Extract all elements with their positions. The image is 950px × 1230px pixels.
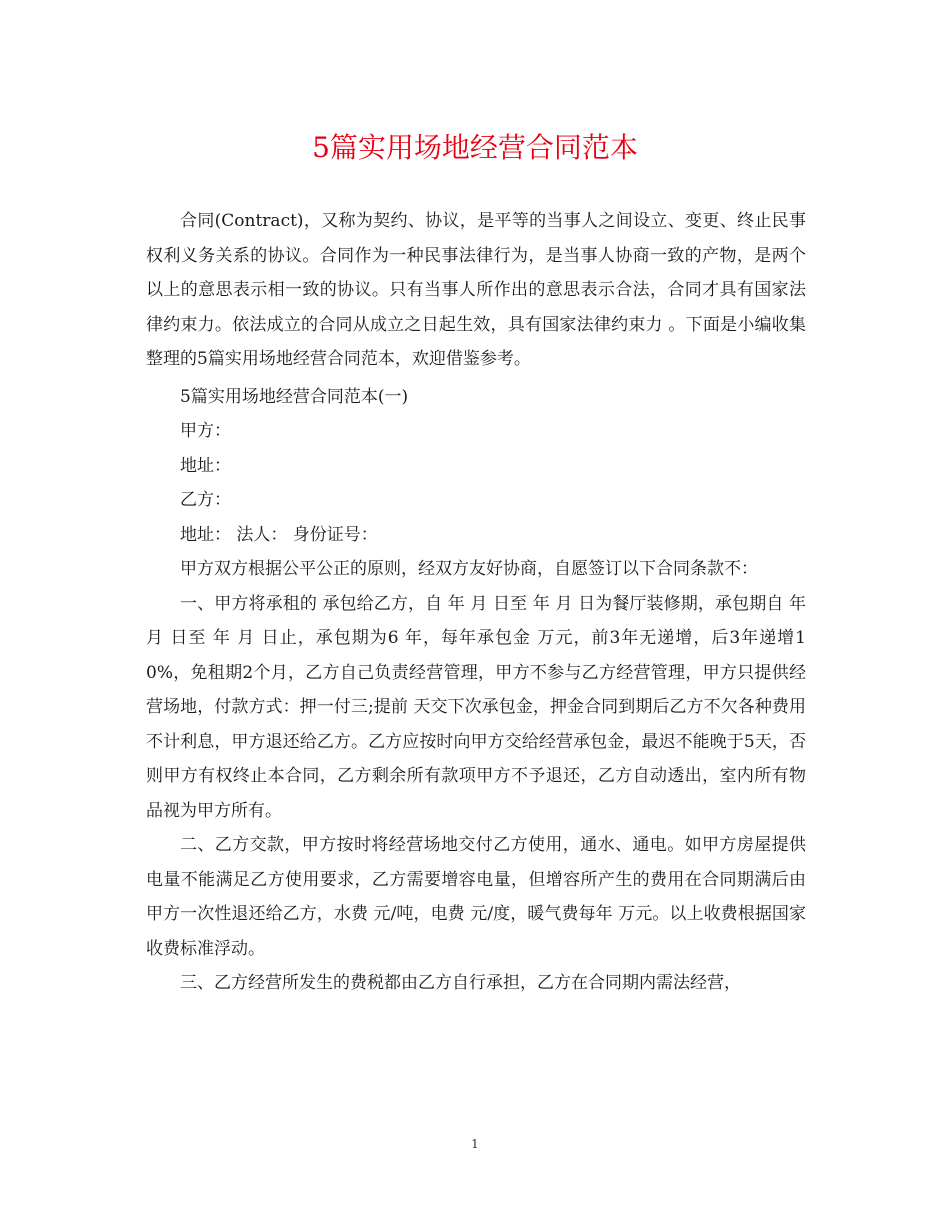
page-number: 1 (471, 1137, 479, 1151)
document-title: 5篇实用场地经营合同范本 (312, 131, 638, 164)
party-b-field: 乙方： (180, 490, 231, 510)
intro-paragraph: 合同(Contract)，又称为契约、协议，是平等的当事人之间设立、变更、终止民事权利义务关系的协议。合同作为一种民事法律行为，是当事人协商一致的产物，是两个以上的意思表示相一致的协议。只有当事人所作出的意思表示合法，合同才具有国家法律约束力。依法成立的合同从成立之日起生效，具有国家法律约束力 。下面是小编收集整理的5篇实用场地经营合同范本，欢迎借鉴参考。 (146, 211, 806, 369)
clause-3: 三、乙方经营所发生的费税都由乙方自行承担，乙方在合同期内需法经营， (180, 973, 741, 993)
clause-2: 二、乙方交款，甲方按时将经营场地交付乙方使用，通水、通电。如甲方房屋提供电量不能满足乙方使用要求，乙方需要增容电量，但增容所产生的费用在合同期满后由甲方一次性退还给乙方，水费 元/吨，电费 元/度，暖气费每年 万元。以上收费根据国家收费标准浮动。 (146, 835, 806, 959)
document-body (146, 204, 806, 1001)
party-a-field: 甲方： (180, 421, 231, 441)
party-b-details-field: 地址： 法人： 身份证号： (180, 524, 378, 545)
section-heading: 5篇实用场地经营合同范本(一) (180, 386, 409, 407)
party-a-address-field: 地址： (180, 455, 231, 476)
agreement-preamble: 甲方双方根据公平公正的原则，经双方友好协商，自愿签订以下合同条款不： (180, 559, 758, 579)
clause-1: 一、甲方将承租的 承包给乙方，自 年 月 日至 年 月 日为餐厅装修期，承包期自 年 月 日至 年 月 日止，承包期为6 年，每年承包金 万元，前3年无递增，后3年递增10%，免租期2个月，乙方自己负责经营管理，甲方不参与乙方经营管理，甲方只提供经营场地，付款方式：押一付三;提前 天交下次承包金，押金合同到期后乙方不欠各种费用不计利息，甲方退还给乙方。乙方应按时向甲方交给经营承包金，最迟不能晚于5天，否则甲方有权终止本合同，乙方剩余所有款项甲方不予退还，乙方自动透出，室内所有物品视为甲方所有。 (146, 593, 806, 821)
